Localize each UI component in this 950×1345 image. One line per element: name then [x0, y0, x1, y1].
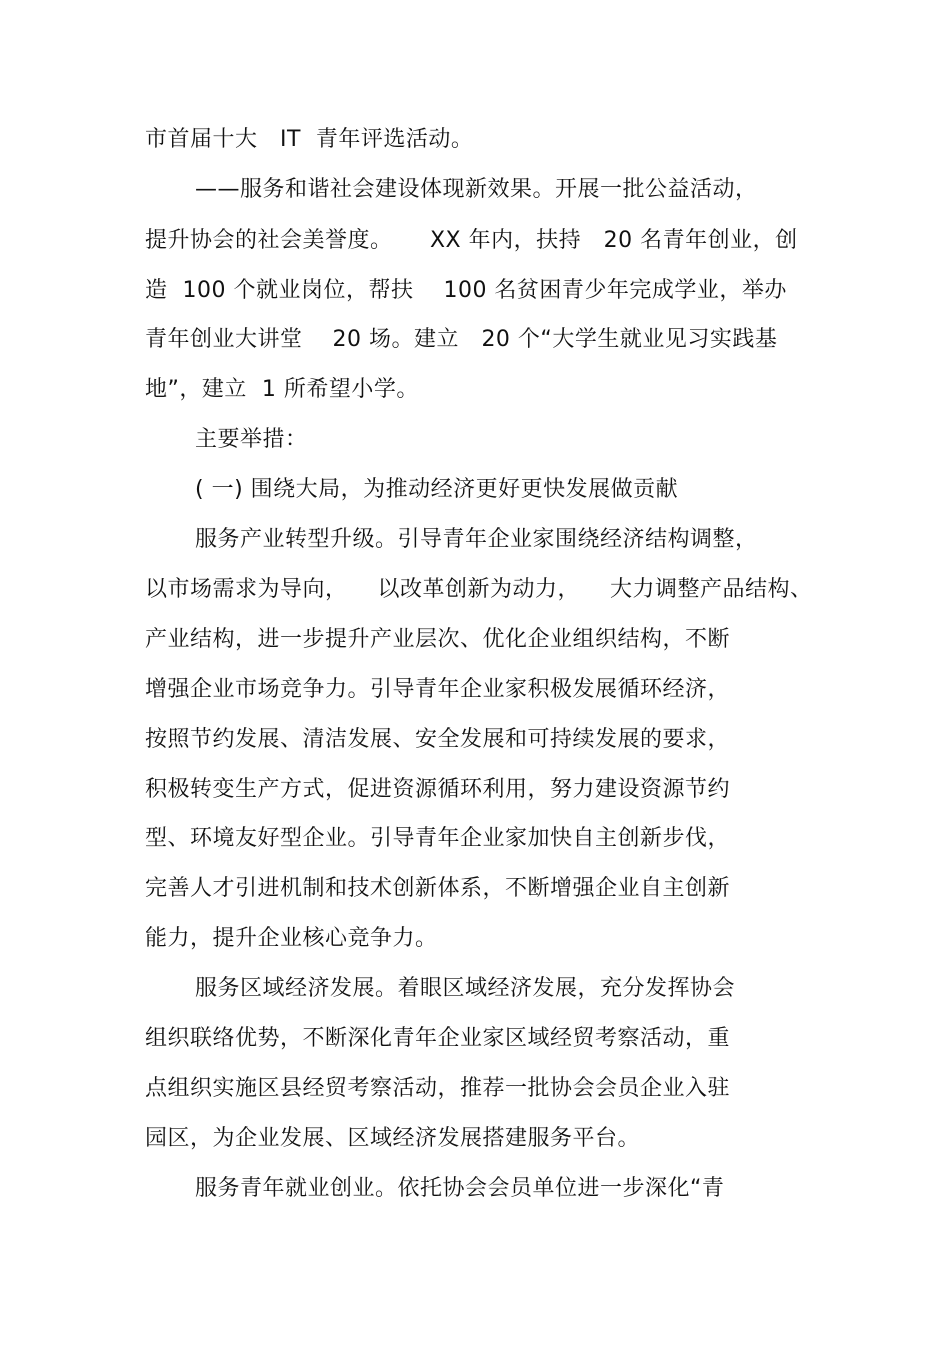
- text-line: 造 100 个就业岗位，帮扶 100 名贫困青少年完成学业，举办: [145, 278, 787, 303]
- section-heading: 主要举措：: [195, 427, 308, 452]
- subsection-heading: ( 一) 围绕大局，为推动经济更好更快发展做贡献: [195, 477, 679, 502]
- text-line: 组织联络优势，不断深化青年企业家区域经贸考察活动，重: [145, 1026, 731, 1051]
- text-line: 以市场需求为导向， 以改革创新为动力， 大力调整产品结构、: [145, 577, 813, 602]
- text-line: 积极转变生产方式，促进资源循环利用，努力建设资源节约: [145, 777, 731, 802]
- text-line: 点组织实施区县经贸考察活动，推荐一批协会会员企业入驻: [145, 1076, 731, 1101]
- text-line: 按照节约发展、清洁发展、安全发展和可持续发展的要求，: [145, 727, 731, 752]
- text-line: 产业结构，进一步提升产业层次、优化企业组织结构，不断: [145, 627, 731, 652]
- text-line: 市首届十大 IT 青年评选活动。: [145, 127, 474, 152]
- text-line: 服务青年就业创业。依托协会会员单位进一步深化“青: [195, 1176, 725, 1201]
- text-line: 提升协会的社会美誉度。 XX 年内，扶持 20 名青年创业，创: [145, 228, 798, 253]
- text-line: 青年创业大讲堂 20 场。建立 20 个“大学生就业见习实践基: [145, 327, 778, 352]
- text-line: 服务区域经济发展。着眼区域经济发展，充分发挥协会: [195, 976, 736, 1001]
- text-line: 完善人才引进机制和技术创新体系，不断增强企业自主创新: [145, 876, 731, 901]
- text-line: ——服务和谐社会建设体现新效果。开展一批公益活动，: [195, 177, 758, 202]
- text-line: 地”，建立 1 所希望小学。: [145, 377, 419, 402]
- text-line: 增强企业市场竞争力。引导青年企业家积极发展循环经济，: [145, 677, 731, 702]
- text-line: 服务产业转型升级。引导青年企业家围绕经济结构调整，: [195, 527, 758, 552]
- text-line: 型、环境友好型企业。引导青年企业家加快自主创新步伐，: [145, 826, 731, 851]
- text-line: 能力，提升企业核心竞争力。: [145, 926, 438, 951]
- text-line: 园区，为企业发展、区域经济发展搭建服务平台。: [145, 1126, 641, 1151]
